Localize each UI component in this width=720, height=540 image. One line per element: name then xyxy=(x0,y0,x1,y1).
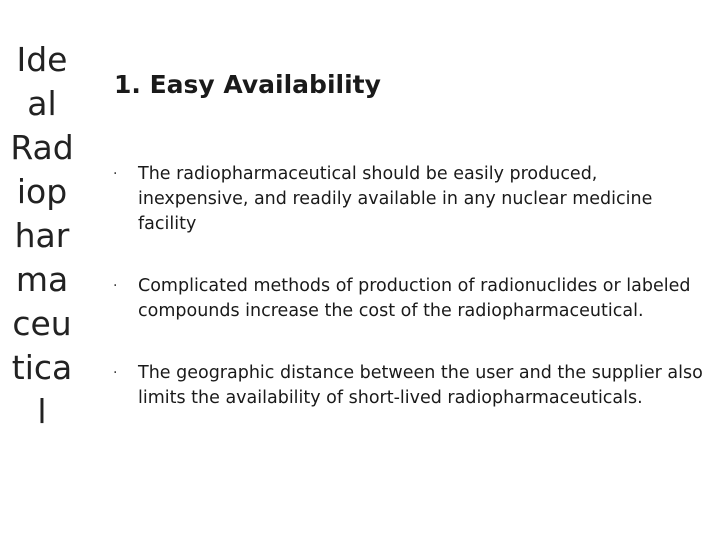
side-title-line: ma xyxy=(15,260,69,299)
side-title-line: ceu xyxy=(12,304,72,343)
bullet-list xyxy=(110,162,710,411)
bullet-text: The geographic distance between the user and the supplier also limits the availability of short-lived radiopharmaceuticals. xyxy=(138,363,703,408)
vertical-slide-title xyxy=(0,38,84,434)
side-title-line: tica xyxy=(11,348,73,387)
side-title-line: Ide xyxy=(16,40,68,79)
side-title-line: iop xyxy=(16,172,68,211)
side-title-line: har xyxy=(14,216,70,255)
section-heading: 1. Easy Availability xyxy=(114,70,381,99)
bullet-item xyxy=(110,274,710,324)
bullet-dot-icon: · xyxy=(113,365,118,381)
bullet-dot-icon: · xyxy=(113,166,118,182)
bullet-dot-icon: · xyxy=(113,278,118,294)
bullet-text: The radiopharmaceutical should be easily produced, inexpensive, and readily available in any nuclear medicine facility xyxy=(138,164,653,234)
side-title-line: al xyxy=(27,84,57,123)
bullet-text: Complicated methods of production of radionuclides or labeled compounds increase the cost of the radiopharmaceutical. xyxy=(138,276,691,321)
side-title-line: Rad xyxy=(10,128,74,167)
bullet-item xyxy=(110,162,710,237)
side-title-line: l xyxy=(37,392,47,431)
bullet-item xyxy=(110,361,710,411)
